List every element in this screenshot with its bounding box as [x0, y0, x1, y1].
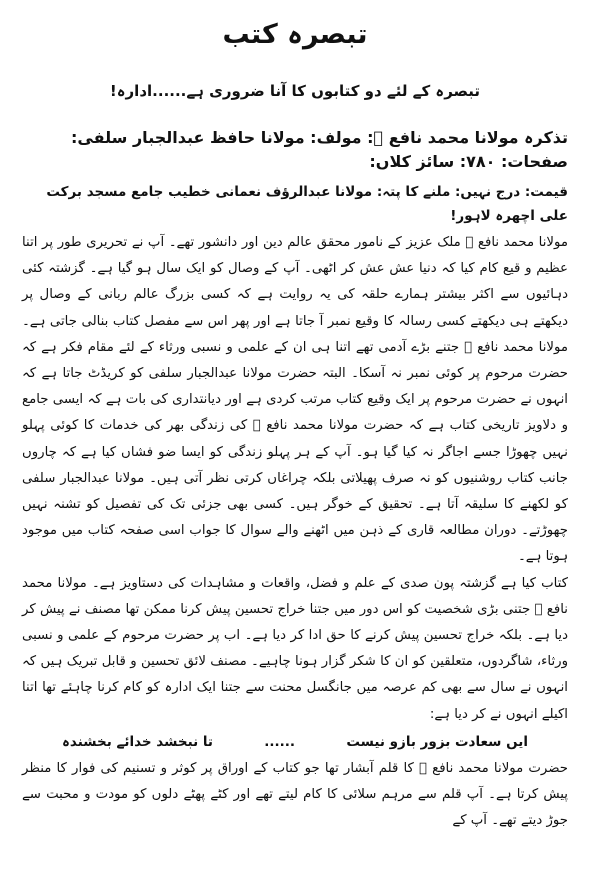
review-paragraph-3: حضرت مولانا محمد نافع ﷫ کا قلم آبشار تھا جو کتاب کے اوراق پر کوثر و تسنیم کی فوار کا منظر پیش کرتا ہے۔ آپ قلم سے مرہم سلائی کا کام لیتے تھے اور کٹے پھٹے دلوں کو مودت و محبت سے جوڑ دیتے تھے۔ آپ کے [22, 760, 568, 829]
book-price-line: قیمت: درج نہیں: ملنے کا پتہ: مولانا عبدالرؤف نعمانی خطیب جامع مسجد برکت علی اچھرہ لاہور! [46, 184, 568, 224]
verse-first-half: ایں سعادت بزور بازو نیست [346, 733, 528, 750]
book-title-line: تذکرہ مولانا محمد نافع ﷫: مولف: مولانا حافظ عبدالجبار سلفی: صفحات: ۷۸۰: سائز کلاں: [71, 128, 568, 171]
verse-second-half: تا نبخشد خدائے بخشندہ [62, 733, 213, 750]
section-title: تبصرہ کتب [222, 19, 368, 50]
review-paragraph-1: مولانا محمد نافع ﷫ ملک عزیز کے نامور محقق عالم دین اور دانشور تھے۔ آپ نے تحریری طور پر اتنا عظیم و قیع کام کیا کہ دنیا عش عش کر اٹھی۔ آپ کے وصال کو ایک سال ہو گیا ہے۔ گزشتہ کئی دہائیوں سے اکثر بیشتر ہمارے حلقہ کی یہ روایت ہے کہ کسی بزرگ عالم ربانی کے وصال پر دیکھتے ہی دیکھتے کسی رسالہ کا وقیع نمبر آ جاتا ہے اور پھر اس سے مفصل کتاب بنالی جاتی ہے۔ مولانا محمد نافع ﷫ جتنے بڑے آدمی تھے اتنا ہی ان کے علمی و نسبی ورثاء کے لئے مقام فکر ہے کہ حضرت مرحوم پر کوئی نمبر نہ آسکا۔ البتہ حضرت مولانا عبدالجبار سلفی کو کریڈٹ جاتا ہے کہ انہوں نے حضرت مرحوم پر ایک وقیع کتاب مرتب کردی ہے اور دیانتداری کی بات ہے کہ ایسی جامع و دلاویز تاریخی کتاب ہے کہ حضرت مولانا محمد نافع ﷫ کی زندگی بھر کی خدمات کا کوئی پہلو نہیں چھوڑا جسے اجاگر نہ کیا گیا ہو۔ آپ کے ہر پہلو زندگی کو ایسا ضو فشاں کیا ہے کہ چاروں جانب کتاب روشنیوں کو نہ صرف پھیلاتی بلکہ چراغاں کرتی نظر آتی ہیں۔ مولانا عبدالجبار سلفی کو لکھنے کا سلیقہ آتا ہے۔ تحقیق کے خوگر ہیں۔ کسی بھی جزئی تک کی تفصیل کو تشنہ نہیں چھوڑتے۔ دوران مطالعہ قاری کے ذہن میں اٹھنے والے سوال کا جواب اسی صفحہ کتاب میں موجود ہوتا ہے۔ [22, 235, 568, 565]
persian-verse [22, 728, 568, 756]
verse-separator: ...... [264, 733, 296, 750]
review-paragraph-2: کتاب کیا ہے گزشتہ پون صدی کے علم و فضل، واقعات و مشاہدات کی دستاویز ہے۔ مولانا محمد نافع ﷫ جتنی بڑی شخصیت کو اس دور میں جتنا خراج تحسین پیش کرنا ممکن تھا مصنف نے پیش کر دیا ہے۔ بلکہ خراج تحسین پیش کرنے کا حق ادا کر دیا ہے۔ اب پر حضرت مرحوم کے علمی و نسبی ورثاء، شاگردوں، متعلقین کو ان کا شکر گزار ہونا چاہیے۔ مصنف لائق تحسین و قابل تبریک ہیں کہ انہوں نے سال سے بھی کم عرصہ میں جانگسل محنت سے جتنا ایک ادارہ کو کام کرنا چاہئے تھا اتنا اکیلے انہوں نے کر دیا ہے: [22, 575, 568, 722]
submission-note: تبصرہ کے لئے دو کتابوں کا آنا ضروری ہے......ادارہ! [109, 82, 481, 100]
